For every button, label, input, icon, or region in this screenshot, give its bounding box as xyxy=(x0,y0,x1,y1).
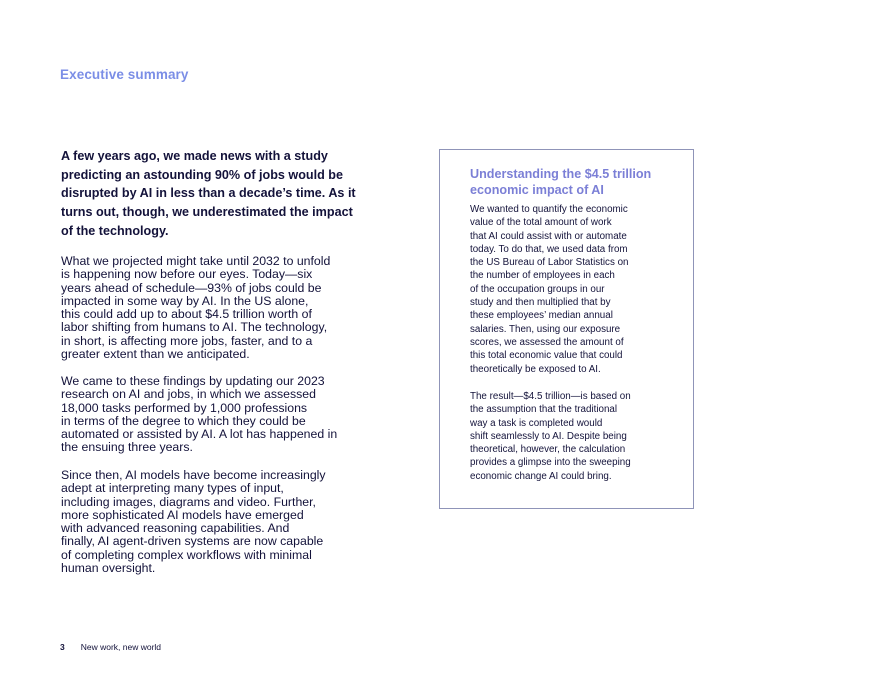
body-line: human oversight. xyxy=(61,561,156,576)
callout-line: today. To do that, we used data from xyxy=(470,243,628,255)
lead-line: predicting an astounding 90% of jobs would be xyxy=(61,167,343,182)
callout-line: study and then multiplied that by xyxy=(470,297,611,309)
callout-line: theoretical, however, the calculation xyxy=(470,444,626,456)
callout-line: way a task is completed would xyxy=(470,417,603,429)
body-line: research on AI and jobs, in which we assessed xyxy=(61,387,316,402)
callout-line: the number of employees in each xyxy=(470,270,615,282)
main-column xyxy=(61,147,373,576)
callout-line: salaries. Then, using our exposure xyxy=(470,323,621,335)
page-number: 3 xyxy=(60,642,65,652)
body-paragraph-1 xyxy=(61,255,330,361)
lead-paragraph xyxy=(61,147,373,241)
lead-line: disrupted by AI in less than a decade’s time. As it xyxy=(61,186,356,201)
lead-line: of the technology. xyxy=(61,223,169,238)
body-line: We came to these findings by updating our 2023 xyxy=(61,374,325,388)
body-line: Since then, AI models have become increasingly xyxy=(61,468,326,482)
callout-paragraph-2 xyxy=(470,390,631,483)
body-line: What we projected might take until 2032 to unfold xyxy=(61,254,331,268)
callout-line: shift seamlessly to AI. Despite being xyxy=(470,430,627,442)
lead-line: turns out, though, we underestimated the impact xyxy=(61,205,353,220)
callout-paragraph-1 xyxy=(470,203,628,376)
callout-line: of the occupation groups in our xyxy=(470,283,605,295)
callout-line: the assumption that the traditional xyxy=(470,404,618,416)
body-line: in terms of the degree to which they could be xyxy=(61,413,306,428)
callout-line: these employees’ median annual xyxy=(470,310,613,322)
sidebar-callout-box xyxy=(439,149,694,509)
body-line: the ensuing three years. xyxy=(61,440,193,455)
body-line: automated or assisted by AI. A lot has happened in xyxy=(61,427,338,442)
body-line: years ahead of schedule—93% of jobs could be xyxy=(61,280,322,295)
callout-line: provides a glimpse into the sweeping xyxy=(470,457,631,469)
callout-line: value of the total amount of work xyxy=(470,217,612,229)
callout-line: We wanted to quantify the economic xyxy=(470,204,628,215)
callout-title-line: economic impact of AI xyxy=(470,183,604,197)
body-paragraph-2 xyxy=(61,375,337,455)
lead-line: A few years ago, we made news with a study xyxy=(61,149,328,163)
callout-line: scores, we assessed the amount of xyxy=(470,336,624,348)
body-line: is happening now before our eyes. Today—six xyxy=(61,267,313,282)
body-line: with advanced reasoning capabilities. And xyxy=(61,521,290,536)
body-line: labor shifting from humans to AI. The technology, xyxy=(61,320,328,335)
callout-line: theoretically be exposed to AI. xyxy=(470,363,601,375)
body-line: more sophisticated AI models have emerged xyxy=(61,507,304,522)
callout-line: the US Bureau of Labor Statistics on xyxy=(470,257,629,269)
callout-line: economic change AI could bring. xyxy=(470,470,612,482)
section-label: Executive summary xyxy=(60,67,189,82)
page-footer xyxy=(60,642,161,652)
body-line: this could add up to about $4.5 trillion worth of xyxy=(61,307,312,322)
publication-title: New work, new world xyxy=(80,642,162,652)
body-line: adept at interpreting many types of input, xyxy=(61,481,284,496)
callout-line: that AI could assist with or automate xyxy=(470,230,627,242)
body-line: of completing complex workflows with minimal xyxy=(61,547,312,562)
callout-title-line: Understanding the $4.5 trillion xyxy=(470,167,652,181)
callout-line: The result—$4.5 trillion—is based on xyxy=(470,391,631,402)
body-line: finally, AI agent-driven systems are now capable xyxy=(61,534,324,549)
body-line: greater extent than we anticipated. xyxy=(61,347,250,362)
callout-title xyxy=(470,166,651,198)
body-line: 18,000 tasks performed by 1,000 professions xyxy=(61,400,308,415)
body-line: in short, is affecting more jobs, faster, and to a xyxy=(61,333,313,348)
body-paragraph-3 xyxy=(61,469,326,575)
body-line: impacted in some way by AI. In the US alone, xyxy=(61,293,309,308)
callout-line: this total economic value that could xyxy=(470,350,623,362)
body-line: including images, diagrams and video. Further, xyxy=(61,494,316,509)
